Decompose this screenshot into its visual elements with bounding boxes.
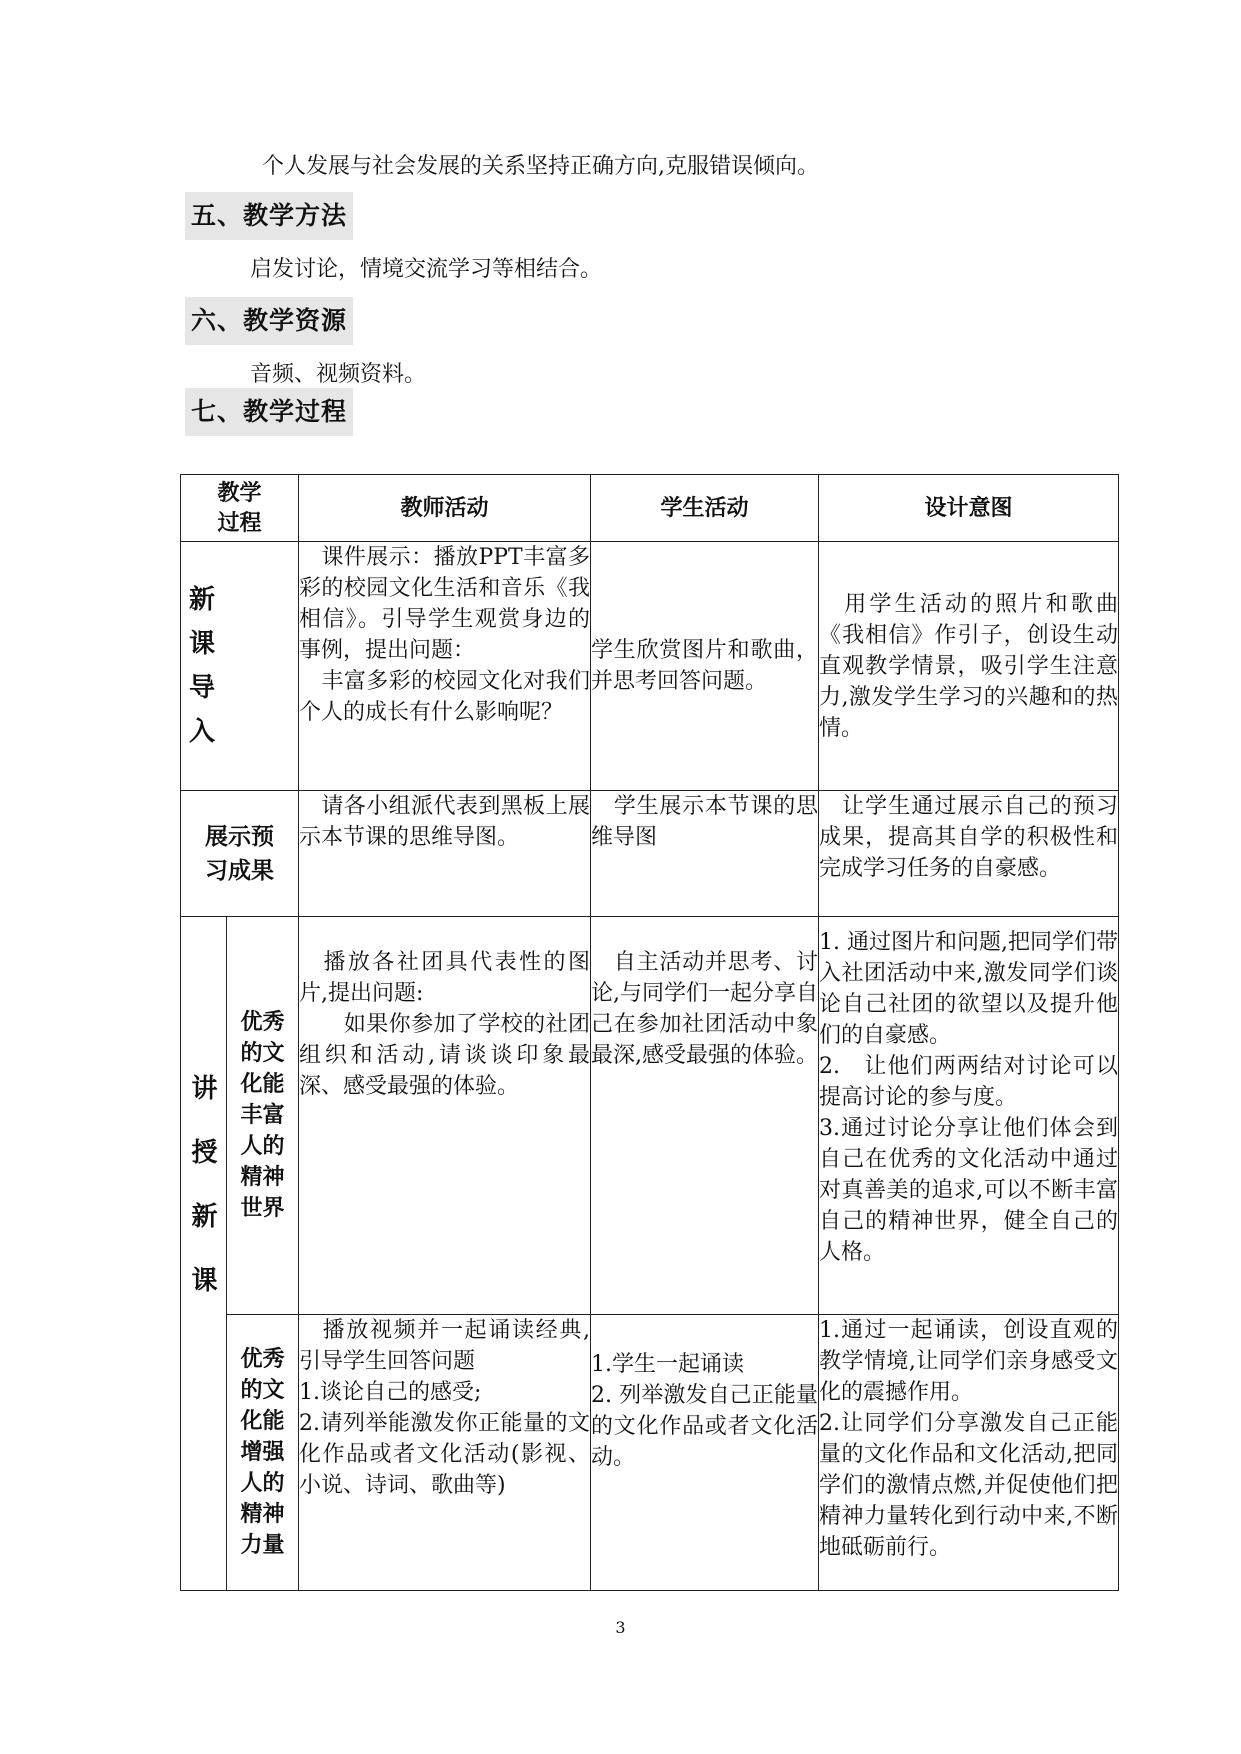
student-activity: 自主活动并思考、讨论,与同学们一起分享自己在参加社团活动中象最深,感受最强的体验。 (591, 917, 819, 1315)
intro-line: 个人发展与社会发展的关系坚持正确方向,克服错误倾向。 (262, 154, 819, 179)
table-row (181, 1315, 1119, 1591)
section-content-resources: 音频、视频资料。 (250, 362, 427, 387)
teaching-process-table (180, 474, 1119, 1591)
teacher-activity: 课件展示：播放PPT丰富多彩的校园文化生活和音乐《我相信》。引导学生观赏身边的事例，提出问题： 丰富多彩的校园文化对我们个人的成长有什么影响呢？ (299, 542, 591, 791)
table-header-row (181, 475, 1119, 542)
student-activity: 学生展示本节课的思维导图 (591, 791, 819, 917)
sub-topic-strengthen-spirit: 优秀 的文 化能 增强 人的 精神 力量 (227, 1315, 299, 1591)
teacher-activity: 请各小组派代表到黑板上展示本节课的思维导图。 (299, 791, 591, 917)
header-design-intent: 设计意图 (819, 475, 1119, 542)
table-row (181, 542, 1119, 791)
design-intent: 1. 通过图片和问题,把同学们带入社团活动中来,激发同学们谈论自己社团的欲望以及提升他们的自豪感。 2. 让他们两两结对讨论可以提高讨论的参与度。 3.通过讨论分享让他们体会到自己在优秀的文化活动中通过对真善美的追求,可以不断丰富自己的精神世界，健全自己的人格。 (819, 917, 1119, 1315)
section-content-methods: 启发讨论，情境交流学习等相结合。 (250, 257, 603, 282)
design-intent: 1.通过一起诵读，创设直观的教学情境,让同学们亲身感受文化的震撼作用。 2.让同学们分享激发自己正能量的文化作品和文化活动,把同学们的激情点燃,并促使他们把精神力量转化到行动中来,不断地砥砺前行。 (819, 1315, 1119, 1591)
page-number: 3 (615, 1618, 626, 1637)
table-row (181, 917, 1119, 1315)
section-heading-process: 七、教学过程 (185, 388, 353, 436)
design-intent: 让学生通过展示自己的预习成果，提高其自学的积极性和完成学习任务的自豪感。 (819, 791, 1119, 917)
header-student-activity: 学生活动 (591, 475, 819, 542)
stage-preview-results: 展示预 习成果 (181, 791, 299, 917)
teacher-activity: 播放视频并一起诵读经典,引导学生回答问题 1.谈论自己的感受; 2.请列举能激发你正能量的文化作品或者文化活动(影视、小说、诗词、歌曲等) (299, 1315, 591, 1591)
table-row (181, 791, 1119, 917)
section-heading-resources: 六、教学资源 (185, 297, 353, 345)
stage-new-lesson-intro: 新课导入 (181, 542, 299, 791)
section-heading-methods: 五、教学方法 (185, 192, 353, 240)
student-activity: 学生欣赏图片和歌曲，并思考回答问题。 (591, 542, 819, 791)
design-intent: 用学生活动的照片和歌曲《我相信》作引子，创设生动直观教学情景，吸引学生注意力,激发学生学习的兴趣和的热情。 (819, 542, 1119, 791)
stage-new-lecture: 讲授新课 (181, 917, 227, 1591)
student-activity: 1.学生一起诵读 2. 列举激发自己正能量的文化作品或者文化活动。 (591, 1315, 819, 1591)
teacher-activity: 播放各社团具代表性的图片,提出问题: 如果你参加了学校的社团组织和活动,请谈谈印象最深、感受最强的体验。 (299, 917, 591, 1315)
header-stage: 教学 过程 (181, 475, 299, 542)
sub-topic-enrich-spirit: 优秀 的文 化能 丰富 人的 精神 世界 (227, 917, 299, 1315)
header-teacher-activity: 教师活动 (299, 475, 591, 542)
